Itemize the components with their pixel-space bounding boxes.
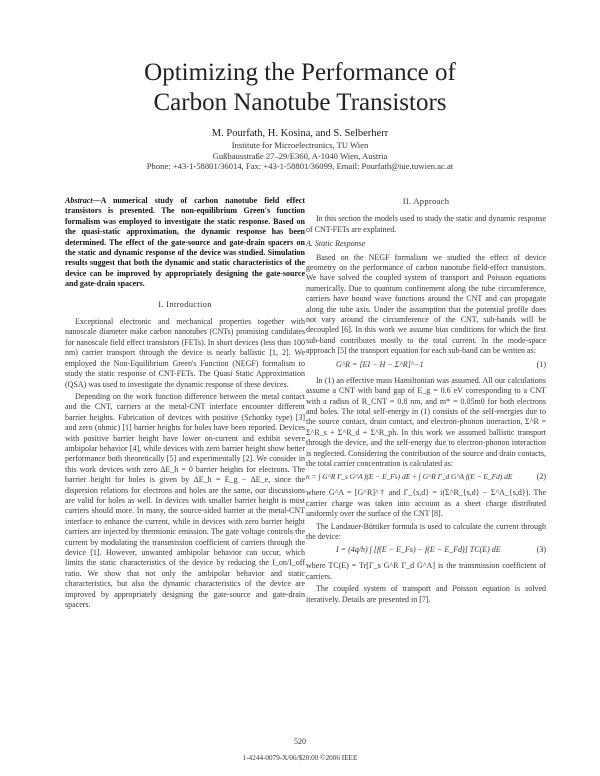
paragraph: The coupled system of transport and Poisson equation is solved iteratively. Details are presented in [7]. [306, 584, 546, 604]
equation-body: n = ∫ G^R Γ_s G^A f(E − E_Fs) dE + ∫ G^R Γ_d G^A f(E − E_Fd) dE [306, 472, 513, 482]
paragraph: Based on the NEGF formalism we studied the effect of device geometry on the performance of carbon nanotube field-effect transistors. We have solved the coupled system of transport and Poisson equations numerically. Due to quantum confinement along the tube circumference, carriers have bound wave functions around the CNT and can propagate along the tube axis. Under the assumption that the potential profile does not vary around the circumference of the CNT, sub-bands will be decoupled [6]. In this work we assume bias conditions for which the first sub-band contributes mostly to the total current. In the mode-space approach [5] the transport equation for each sub-band can be written as: [306, 252, 546, 356]
page-number: 520 [294, 737, 306, 746]
affiliation-line: Gußhausstraße 27–29/E360, A-1040 Wien, Austria [212, 150, 388, 161]
subsection-heading: A. Static Response [306, 239, 366, 249]
paragraph: where G^A = [G^R]^† and Γ_{s,d} = i(Σ^R_{s,d} − Σ^A_{s,d}). The carrier charge was taken into account as a sheet charge distributed uniformly over the surface of the CNT [8]. [306, 488, 546, 519]
paragraph: The Landauer-Büttiker formula is used to calculate the current through the device: [306, 521, 546, 541]
paragraph: Exceptional electronic and mechanical properties together with nanoscale diameter make carbon nanotubes (CNTs) promising candidates for nanoscale field effect transistors (FETs). In short devices (less than 100 nm) carrier transport through the device is nearly ballistic [1, 2]. We employed the Non-Equilibrium Green's Function (NEGF) formalism to study the static response of CNT-FETs. The Quasi Static Approximation (QSA) was used to investigate the dynamic response of these devices. [65, 317, 305, 389]
affiliation [0, 140, 600, 172]
copyright-footer: 1-4244-0079-X/06/$20.00 ©2006 IEEE [242, 754, 358, 762]
section-heading-approach: II. Approach [402, 196, 450, 206]
paragraph: In this section the models used to study the static and dynamic response of CNT-FETs are explained. [306, 214, 546, 234]
paragraph: Depending on the work function difference between the metal contact and the CNT, carriers at the metal-CNT interface encounter different barrier heights. Fabrication of devices with positive (Schottky type) [3] and zero (ohmic) [1] barrier heights for holes have been reported. Devices with positive barrier height have lower on-current and exhibit severe ambipolar behavior [4], while devices with zero barrier height show better performance both theoretically [5] and experimentally [2]. We consider in this work devices with zero ΔE_h = 0 barrier heights for electrons. The barrier height for holes is given by ΔE_h = E_g − ΔE_e, since the dispersion relations for electrons and holes are the same, our discussions are valid for holes as well. In devices with smaller barrier height is most carriers should more. In many, the source-sided barrier at the metal-CNT interface to enhance the current, while in devices with zero barrier height carriers are injected by thermionic emission. The gate voltage controls the current by modulating the transmission coefficient of carriers through the device [1]. However, unwanted ambipolar behavior can occur, which limits the static characteristics of the device by reducing the I_on/I_off ratio. We show that not only the ambipolar behavior and static characteristics, but also the dynamic characteristics of the device are improved by appropriately designing the gate-source and gate-drain spacers. [65, 391, 305, 610]
right-column [306, 196, 546, 607]
equation-1 [306, 360, 546, 373]
equation-3 [306, 545, 546, 558]
abstract-lead: Abstract [65, 196, 93, 205]
equation-number: (3) [536, 545, 546, 555]
equation-number: (2) [536, 472, 546, 482]
equation-body: I = (4q/h) ∫ [f(E − E_Fs) − f(E − E_Fd)] TC(E) dE [336, 545, 501, 555]
paper-title [0, 58, 600, 118]
title-line-2: Carbon Nanotube Transistors [153, 89, 447, 116]
section-heading-introduction: I. Introduction [158, 298, 212, 309]
equation-body: G^R = [EI − H − Σ^R]^−1 [336, 359, 424, 369]
abstract [65, 196, 305, 290]
paragraph: In (1) an effective mass Hamiltonian was assumed. All our calculations assume a CNT with band gap of E_g = 0.6 eV corresponding to a CNT with a radius of R_CNT = 0.8 nm, and m* = 0.05m0 for both electrons and holes. The total self-energy in (1) consists of the self-energies due to the source contact, drain contact, and electron-phonon interaction, Σ^R = Σ^R_s + Σ^R_d + Σ^R_ph. In this work we assumed ballistic transport through the device, and the self-energy due to electron-phonon interaction is neglected. Considering the contribution of the source and drain contacts, the total carrier concentration is calculated as: [306, 375, 546, 468]
equation-2 [306, 472, 546, 485]
authors: M. Pourfath, H. Kosina, and S. Selberherr [211, 128, 389, 139]
abstract-text: —A numerical study of carbon nanotube field effect transistors is presented. The non-equilibrium Green's function formalism was employed to investigate the static response. Based on the quasi-static approximation, the dynamic response has been determined. The effect of the gate-source and gate-drain spacers on the static and dynamic response of the device was studied. Simulation results suggest that both the dynamic and static characteristics of the device can be improved by appropriately designing the gate-source and gate-drain spacers. [65, 196, 305, 289]
contact-line: Phone: +43-1-58801/36014, Fax: +43-1-58801/36099, Email: Pourfath@iue.tuwien.ac.at [146, 161, 454, 171]
title-line-1: Optimizing the Performance of [144, 59, 456, 86]
paragraph: where TC(E) = Tr[Γ_s G^R Γ_d G^A] is the transmission coefficient of carriers. [306, 561, 546, 581]
left-column [65, 196, 305, 612]
equation-number: (1) [536, 359, 546, 369]
affiliation-line: Institute for Microelectronics, TU Wien [231, 140, 369, 150]
